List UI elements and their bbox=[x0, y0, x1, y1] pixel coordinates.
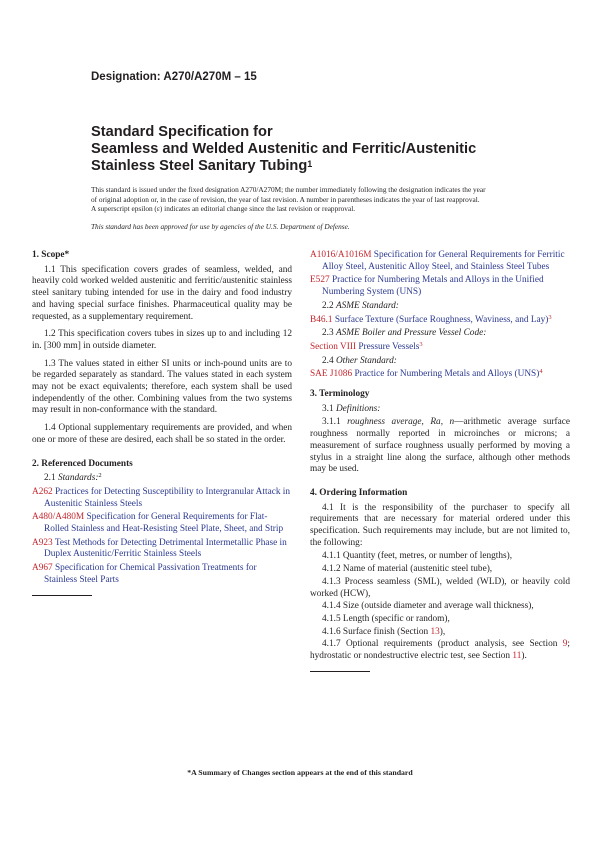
ref-link-a1016[interactable]: A1016/A1016M bbox=[310, 250, 372, 260]
title-footnote-mark: 1 bbox=[307, 159, 313, 169]
reference-item: A480/A480M Specification for General Requirements for Flat-Rolled Stainless and Heat-Resisting Steel Plate, Sheet, and Strip bbox=[32, 512, 284, 535]
reference-item: SAE J1086 Practice for Numbering Metals and Alloys (UNS)$^4$ bbox=[310, 368, 543, 380]
reference-item: Section VIII Pressure Vessels$^3$ bbox=[310, 340, 423, 352]
ref-link-a262[interactable]: A262 bbox=[32, 486, 53, 497]
ref-link-a967[interactable]: A967 bbox=[32, 563, 53, 574]
notes-line-1: This standard is issued under the fixed designation A270/A270M; the number immediately following the designation indicates the year bbox=[91, 185, 486, 194]
definitions-label: 3.1 Definitions: bbox=[322, 403, 381, 414]
ref-link-e527[interactable]: E527 bbox=[310, 275, 330, 286]
ref-link-a480[interactable]: A480/A480M bbox=[32, 512, 85, 523]
ref-link-b46[interactable]: B46.1 bbox=[310, 314, 333, 325]
ref-link-sae-j1086[interactable]: SAE J1086 bbox=[310, 369, 353, 380]
scope-heading: 1. Scope* bbox=[32, 250, 70, 260]
reference-item: E527 Practice for Numbering Metals and Alloys in the Unified Numbering System (UNS) bbox=[310, 275, 544, 298]
ordering-item: 4.1.5 Length (specific or random), bbox=[322, 613, 450, 624]
scope-1-2: 1.2 This specification covers tubes in sizes up to and including 12 in. [300 mm] in outside diameter. bbox=[32, 329, 292, 351]
section-link-9[interactable]: 9 bbox=[562, 639, 568, 650]
asme-label: 2.2 ASME Standard: bbox=[322, 300, 399, 311]
ordering-item: 4.1.4 Size (outside diameter and average wall thickness), bbox=[322, 601, 534, 612]
title-line-1: Standard Specification for bbox=[91, 124, 273, 140]
approval-note: This standard has been approved for use by agencies of the U.S. Department of Defense. bbox=[91, 222, 350, 231]
title-line-2: Seamless and Welded Austenitic and Ferritic/Austenitic bbox=[91, 141, 477, 157]
issuance-notes bbox=[91, 185, 531, 214]
other-label: 2.4 Other Standard: bbox=[322, 355, 397, 366]
boiler-label: 2.3 ASME Boiler and Pressure Vessel Code: bbox=[322, 328, 487, 339]
ordering-item: 4.1.3 Process seamless (SML), welded (WLD), or heavily cold worked (HCW), bbox=[310, 576, 570, 599]
ordering-item: 4.1.1 Quantity (feet, metres, or number of lengths), bbox=[322, 551, 513, 562]
left-column bbox=[32, 250, 292, 596]
scope-1-3: 1.3 The values stated in either SI units or inch-pound units are to be regarded separately as standard. The values stated in each system may not be exact equivalents; therefore, each system shall be used independently of the other. Combining values from the two systems may result in non-conformance with the standard. bbox=[32, 358, 292, 416]
notes-line-3: A superscript epsilon (ε) indicates an editorial change since the last revision or reapproval. bbox=[91, 204, 356, 214]
term-roughness-average: 3.1.1 roughness average, Ra, n—arithmetic average surface roughness normally reported in microinches or microns; a measurement of surface roughness usually performed by moving a stylus in a straight line along the surface, although other methods may be used. bbox=[310, 417, 570, 475]
reference-item: A967 Specification for Chemical Passivation Treatments for Stainless Steel Parts bbox=[32, 563, 257, 585]
designation: Designation: A270/A270M – 15 bbox=[91, 71, 257, 83]
standards-label: 2.1 Standards:$^2$ bbox=[44, 472, 102, 484]
footnote-rule bbox=[32, 595, 92, 596]
summary-of-changes-note: *A Summary of Changes section appears at the end of this standard bbox=[187, 768, 413, 777]
title-line-3: Stainless Steel Sanitary Tubing$^1$ bbox=[91, 158, 313, 174]
right-column bbox=[310, 250, 570, 672]
ref-link-section-viii[interactable]: Section VIII bbox=[310, 341, 357, 352]
ordering-4-1: 4.1 It is the responsibility of the purchaser to specify all requirements that are necessary for material ordered under this specification. Such requirements may include, but are not limited to, the following: bbox=[310, 502, 570, 548]
ordering-heading: 4. Ordering Information bbox=[310, 487, 408, 498]
ordering-item: 4.1.2 Name of material (austenitic steel tube), bbox=[322, 564, 493, 575]
scope-1-1: 1.1 This specification covers grades of seamless, welded, and heavily cold worked welded austenitic and ferritic/austenitic stainless steel sanitary tubing intended for use in the dairy and food industry and having special surface finishes. Pharmaceutical quality may be requested, as a supplementary requirement. bbox=[32, 264, 292, 322]
scope-1-4: 1.4 Optional supplementary requirements are provided, and when one or more of these are desired, each shall be so stated in the order. bbox=[32, 423, 292, 445]
reference-item: A262 Practices for Detecting Susceptibility to Intergranular Attack in Austenitic Stainless Steels bbox=[32, 486, 291, 509]
ordering-item: 4.1.7 Optional requirements (product analysis, see Section 9; hydrostatic or nondestructive electric test, see Section 11). bbox=[310, 639, 570, 662]
reference-item: B46.1 Surface Texture (Surface Roughness, Waviness, and Lay)$^3$ bbox=[310, 313, 552, 325]
section-link-11[interactable]: 11 bbox=[512, 651, 522, 662]
document-title bbox=[91, 124, 551, 175]
ordering-item: 4.1.6 Surface finish (Section 13), bbox=[322, 626, 446, 637]
section-link-13[interactable]: 13 bbox=[430, 626, 440, 637]
ref-link-a923[interactable]: A923 bbox=[32, 537, 53, 548]
referenced-heading: 2. Referenced Documents bbox=[32, 458, 133, 469]
terminology-heading: 3. Terminology bbox=[310, 389, 370, 400]
footnote-rule bbox=[310, 671, 370, 672]
reference-item: A1016/A1016M Specification for General Requirements for Ferritic Alloy Steel, Austenitic Alloy Steel, and Stainless Steel Tubes bbox=[310, 250, 565, 272]
notes-line-2: of original adoption or, in the case of revision, the year of last revision. A number in parentheses indicates the year of last reapproval. bbox=[91, 194, 480, 204]
reference-item: A923 Test Methods for Detecting Detrimental Intermetallic Phase in Duplex Austenitic/Ferritic Stainless Steels bbox=[32, 537, 287, 560]
